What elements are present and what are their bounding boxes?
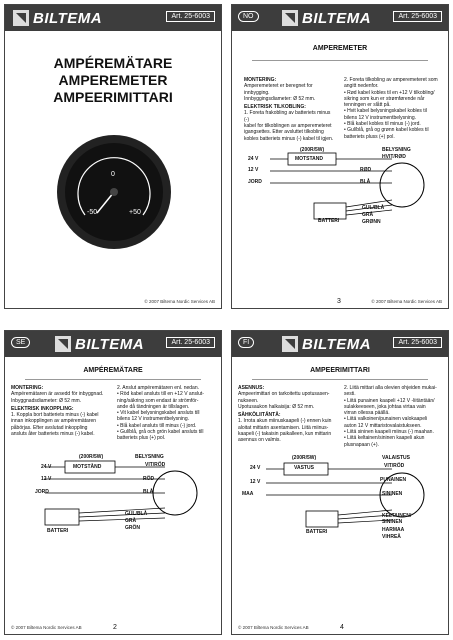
gauge-zero-label: 0 <box>111 171 115 178</box>
norwegian-panel: NO BILTEMA Art. 25-6003 AMPEREMETER MONTERING: Amperemeteret er beregnet for innbygging. Innbyggingsdiameter: Ø 52 mm. ELEKTRISK TILKOBLING: 1. Foreta frakobling av batteriets minus (-) kabel for tilkoblingen av amperemeteret igangsettes. Etter avsluttet tilkobling kobles batteriets minus (-) kabel til igjen. 2. Foreta tilkobling av amperemeteret som angitt nedenfor. • Rød kabel kobles til en +12 V tilkobling/ sikring som kun er strømførende når tenningen er slått på. • Hvit kabel belysningskabel kobles til bilens 12 V instrumentbelysning. • Blå kabel kobles til minus (-) jord. • Gul/blå, grå og grønn kabel kobles til batteriets pluss (+) pol. (200R/5W) MOTSTAND 24 V 12 V JORD BELYSNING HVIT/RØD RØD BLÅ GUL/BLÅ GRÅ GRØNN BATTERI 3 © 2007 Biltema Nordic Services AB <box>231 4 449 309</box>
cover-panel <box>4 4 222 309</box>
finnish-panel: FI BILTEMA Art. 25-6003 AMPEERIMITTARI ASENNUS: Ampeerimittari on tarkoitettu upotusasen- nukseen. Upotusaukon halkaisija: Ø 52 mm. SÄHKÖLIITÄNTÄ: 1. Irrota akun miinuskaapeli (-) ennen kuin aloitat mittarin asentamisen. Liitä miinus- kaapeli (-) takaisin paikalleen, kun mittarin asennus on valmis. 2. Liitä mittari alla olevien ohjeiden mukai- sesti. • Liitä punainen kaapeli +12 V -liitäntään/ sulakkeeseen, joka johtaa virtaa vain virran ollessa päällä. • Liitä valkoinen/punainen valokaapeli auton 12 V mittaristovalaistukseen. • Liitä sininen kaapeli miinus (-) maahan. • Liitä keltainen/sininen kaapeli akun plusnapaan (+). (200R/5W) VASTUS 24 V 12 V MAA VALAISTUS VIT/RÖD PUNAINEN SININEN KELTAINEN/ SININEN HARMAA VIHREÄ BATTERI 4 © 2007 Biltema Nordic Services AB <box>231 330 449 635</box>
logo-mark-icon <box>282 10 298 26</box>
wiring-diagram <box>242 145 442 245</box>
gauge-scale-icon <box>65 143 163 241</box>
wiring-diagram <box>242 455 442 555</box>
gauge-minus-label: -50 <box>87 209 98 216</box>
article-number: Art. 25-6003 <box>166 337 215 348</box>
mounting-column: MONTERING: Ampéremätaren är avsedd för inbyggnad. Inbyggnadsdiameter: Ø 52 mm. ELEKTRISK INKOPPLING: 1. Koppla bort batteriets minus (-) kabel innan inkopplingen av ampéremätaren påbörjas. Efter avslutad inkoppling ansluts åter batteriets minus (-) kabel. <box>11 385 104 438</box>
language-badge: SE <box>11 337 30 348</box>
page-number: 4 <box>340 624 344 631</box>
logo-mark-icon <box>13 10 29 26</box>
biltema-logo: BILTEMA <box>13 9 102 27</box>
panel-header <box>5 331 221 357</box>
gauge-plus-label: +50 <box>129 209 141 216</box>
language-badge: NO <box>238 11 259 22</box>
logo-mark-icon <box>55 336 71 352</box>
article-number: Art. 25-6003 <box>393 11 442 22</box>
product-title: AMPÉREMÄTARE AMPEREMETER AMPEERIMITTARI <box>53 55 173 105</box>
article-number: Art. 25-6003 <box>166 11 215 22</box>
mounting-column: MONTERING: Amperemeteret er beregnet for innbygging. Innbyggingsdiameter: Ø 52 mm. ELEKTRISK TILKOBLING: 1. Foreta frakobling av batteriets minus (-) kabel for tilkoblingen av amperemeteret igangsettes. Etter avsluttet tilkobling kobles batteriets minus (-) kabel til igjen. <box>244 77 334 142</box>
biltema-logo: BILTEMA <box>55 335 144 353</box>
section-title: AMPEREMETER <box>312 45 368 52</box>
copyright: © 2007 Biltema Nordic Services AB <box>238 625 309 630</box>
swedish-panel: SE BILTEMA Art. 25-6003 AMPÉREMÄTARE MONTERING: Ampéremätaren är avsedd för inbyggnad. Inbyggnadsdiameter: Ø 52 mm. ELEKTRISK INKOPPLING: 1. Koppla bort batteriets minus (-) kabel innan inkopplingen av ampéremätaren påbörjas. Efter avslutad inkoppling ansluts åter batteriets minus (-) kabel. 2. Anslut ampéremätaren enl. nedan. • Röd kabel ansluts till en +12 V anslut- ning/säkring som endast är strömför- ande då tändningen är tillslagen. • Vit kabel belysningskabel ansluts till bilens 12 V instrumentbelysning. • Blå kabel ansluts till minus (-) jord. • Gul/blå, grå och grön kabel ansluts till batteriets plus (+) pol. (200R/5W) MOTSTÅND 24 V 12 V JORD BELYSNING VIT/RÖD RÖD BLÅ GUL/BLÅ GRÅ GRÖN BATTERI 2 © 2007 Biltema Nordic Services AB <box>4 330 222 635</box>
section-title: AMPÉREMÄTARE <box>83 367 143 374</box>
ammeter-gauge-image <box>57 135 171 249</box>
biltema-logo: BILTEMA <box>282 335 371 353</box>
section-title: AMPEERIMITTARI <box>310 367 370 374</box>
page-number: 2 <box>113 624 117 631</box>
connection-column: 2. Liitä mittari alla olevien ohjeiden mukai- sesti. • Liitä punainen kaapeli +12 V -liitäntään/ sulakkeeseen, joka johtaa virtaa vain virran ollessa päällä. • Liitä valkoinen/punainen valokaapeli auton 12 V mittaristovalaistukseen. • Liitä sininen kaapeli miinus (-) maahan. • Liitä keltainen/sininen kaapeli akun plusnapaan (+). <box>344 385 437 448</box>
article-number: Art. 25-6003 <box>393 337 442 348</box>
panel-header <box>5 5 221 31</box>
copyright: © 2007 Biltema Nordic Services AB <box>11 625 82 630</box>
biltema-logo: BILTEMA <box>282 9 371 27</box>
connection-column: 2. Foreta tilkobling av amperemeteret som angitt nedenfor. • Rød kabel kobles til en +12 V tilkobling/ sikring som kun er strømførende når tenningen er slått på. • Hvit kabel belysningskabel kobles til bilens 12 V instrumentbelysning. • Blå kabel kobles til minus (-) jord. • Gul/blå, grå og grønn kabel kobles til batteriets pluss (+) pol. <box>344 77 438 140</box>
language-badge: FI <box>238 337 254 348</box>
copyright: © 2007 Biltema Nordic Services AB <box>371 299 442 304</box>
logo-mark-icon <box>282 336 298 352</box>
panel-header <box>232 5 448 31</box>
panel-header <box>232 331 448 357</box>
page-number: 3 <box>337 298 341 305</box>
mounting-column: ASENNUS: Ampeerimittari on tarkoitettu upotusasen- nukseen. Upotusaukon halkaisija: Ø 52 mm. SÄHKÖLIITÄNTÄ: 1. Irrota akun miinuskaapeli (-) ennen kuin aloitat mittarin asentamisen. Liitä miinus- kaapeli (-) takaisin paikalleen, kun mittarin asennus on valmis. <box>238 385 332 444</box>
copyright: © 2007 Biltema Nordic Services AB <box>144 299 215 304</box>
connection-column: 2. Anslut ampéremätaren enl. nedan. • Röd kabel ansluts till en +12 V anslut- ning/säkring som endast är strömför- ande då tändningen är tillslagen. • Vit kabel belysningskabel ansluts till bilens 12 V instrumentbelysning. • Blå kabel ansluts till minus (-) jord. • Gul/blå, grå och grön kabel ansluts till batteriets plus (+) pol. <box>117 385 204 442</box>
